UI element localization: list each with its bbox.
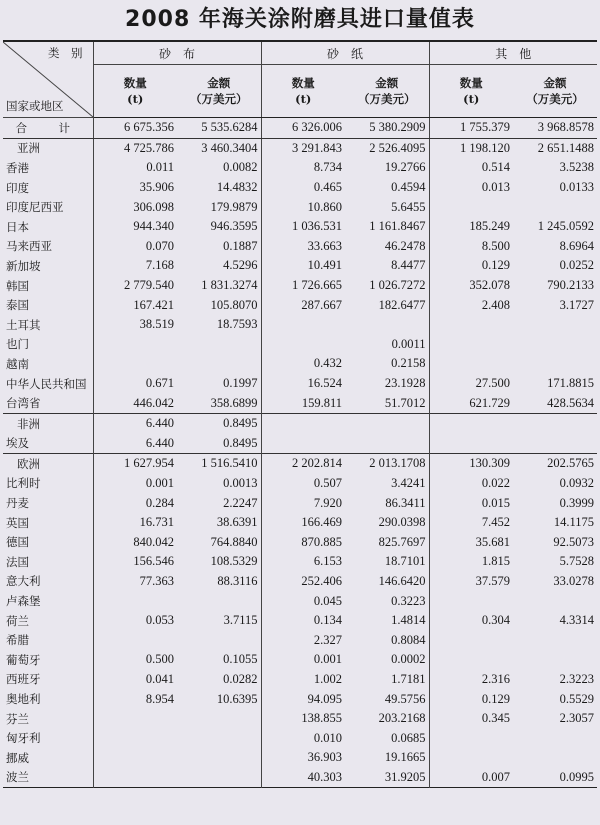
amount-cell: 8.6964 [559,238,595,253]
amount-cell [177,728,261,748]
qty-cell: 0.134 [261,611,345,631]
table-row [3,513,597,533]
table-row [3,591,597,611]
qty-cell: 8.734 [261,158,345,178]
qty-cell: 6.440 [145,435,174,450]
qty-cell: 0.011 [146,160,174,175]
amt-label: 金额 [207,76,231,90]
amount-cell: 0.8495 [177,413,261,433]
amount-cell: 3 460.3404 [201,140,258,155]
col-header-qty [429,65,513,118]
amount-cell: 0.4594 [391,180,426,195]
amount-cell [513,728,597,748]
amount-cell [177,630,261,650]
amount-cell: 0.0685 [391,730,426,745]
row-name: 欧洲 [3,454,93,474]
row-name: 卢森堡 [3,591,93,611]
amount-cell: 203.2168 [378,711,426,726]
table-row [3,295,597,315]
row-name: 亚洲 [3,138,93,158]
row-name: 芬兰 [3,709,93,729]
amount-cell: 4.3314 [559,613,595,628]
table-row [3,158,597,178]
table-row [3,532,597,552]
amount-cell: 0.3999 [559,495,595,510]
category-label: 类 别 [48,46,83,60]
qty-cell: 0.053 [145,613,174,628]
amount-cell: 5.7528 [559,554,595,569]
qty-cell: 0.007 [429,768,513,788]
amt-label: 金额 [375,76,399,90]
qty-cell: 166.469 [261,513,345,533]
row-name: 合 计 [3,118,93,139]
qty-cell: 35.681 [429,532,513,552]
amount-cell: 790.2133 [547,278,595,293]
amount-cell: 14.1175 [553,515,595,530]
table-row [3,393,597,413]
amount-cell: 0.1887 [223,238,258,253]
amount-cell: 105.8070 [210,297,258,312]
amount-cell: 0.0252 [559,258,595,273]
row-name: 法国 [3,552,93,572]
qty-cell [93,591,177,611]
amount-cell: 18.7593 [216,317,258,332]
qty-cell [429,354,513,374]
qty-cell: 306.098 [133,199,174,214]
row-name: 埃及 [3,434,93,454]
qty-cell: 37.579 [429,572,513,592]
amount-cell: 3.1727 [559,297,595,312]
qty-cell [429,413,513,433]
amount-cell [177,335,261,355]
table-row [3,709,597,729]
qty-cell [429,434,513,454]
qty-cell: 16.524 [261,374,345,394]
qty-cell: 0.671 [145,376,174,391]
amount-cell [513,354,597,374]
row-name: 日本 [3,217,93,237]
table-row [3,276,597,296]
amount-cell: 0.2158 [391,356,426,371]
amount-cell: 0.3223 [391,593,426,608]
qty-cell: 0.013 [429,178,513,198]
amount-cell: 92.5073 [553,534,595,549]
amount-cell: 38.6391 [216,515,258,530]
qty-cell: 352.078 [429,276,513,296]
qty-cell [261,335,345,355]
country-label: 国家或地区 [6,99,64,113]
amount-cell: 0.0002 [391,652,426,667]
qty-cell: 8.954 [145,691,174,706]
row-name: 新加坡 [3,256,93,276]
row-name: 泰国 [3,295,93,315]
table-row [3,748,597,768]
table-row [3,689,597,709]
amount-cell: 1.7181 [391,671,426,686]
amount-cell: 1 516.5410 [177,454,261,474]
qty-cell: 0.129 [429,256,513,276]
region-row [3,454,597,474]
qty-cell [93,709,177,729]
qty-unit: (t) [127,92,144,106]
amount-cell [177,354,261,374]
table-row [3,434,597,454]
amount-cell [513,591,597,611]
amount-cell: 0.0932 [559,475,595,490]
row-name: 台湾省 [3,393,93,413]
qty-cell: 77.363 [139,573,174,588]
row-name: 英国 [3,513,93,533]
qty-cell: 94.095 [261,689,345,709]
row-name: 西班牙 [3,670,93,690]
qty-cell: 944.340 [133,219,174,234]
region-row [3,138,597,158]
qty-cell: 6 675.356 [93,118,177,139]
amount-cell: 1 026.7272 [369,278,426,293]
row-name: 也门 [3,335,93,355]
amount-cell: 49.5756 [384,691,426,706]
qty-cell: 2.316 [429,670,513,690]
amount-cell: 19.1665 [384,750,426,765]
amount-cell: 19.2766 [384,160,426,175]
amount-cell: 1 245.0592 [537,219,595,234]
qty-cell: 4 725.786 [124,140,174,155]
qty-cell: 7.920 [261,493,345,513]
qty-cell [93,354,177,374]
table-row [3,728,597,748]
table-row [3,374,597,394]
qty-cell: 167.421 [133,297,174,312]
amount-cell: 428.5634 [547,395,595,410]
qty-cell: 35.906 [139,180,174,195]
table-row [3,237,597,257]
qty-cell: 1 726.665 [261,276,345,296]
qty-cell: 1.815 [429,552,513,572]
qty-cell [429,650,513,670]
amount-cell: 171.8815 [547,376,595,391]
qty-cell [93,335,177,355]
qty-cell: 0.465 [261,178,345,198]
qty-cell: 1.002 [261,670,345,690]
qty-cell: 0.500 [145,652,174,667]
qty-unit: (t) [295,92,312,106]
amount-cell: 33.0278 [553,573,595,588]
qty-cell [93,630,177,650]
table-body [3,118,597,788]
qty-cell: 130.309 [429,454,513,474]
row-name: 希腊 [3,630,93,650]
qty-cell: 0.514 [429,158,513,178]
amount-cell: 202.5765 [513,454,597,474]
amount-cell: 1 161.8467 [369,219,426,234]
amount-cell: 108.5329 [210,554,258,569]
table-row [3,354,597,374]
amount-cell: 764.8840 [210,534,258,549]
amount-cell: 0.8495 [223,435,258,450]
amount-cell [513,650,597,670]
qty-cell: 0.432 [261,354,345,374]
amount-cell: 2.2247 [223,495,258,510]
qty-cell: 0.001 [145,475,174,490]
row-name: 香港 [3,158,93,178]
amount-cell [513,335,597,355]
qty-cell [93,748,177,768]
qty-cell [429,748,513,768]
qty-cell [261,413,345,433]
group-header-cloth: 砂 布 [93,41,261,65]
qty-cell: 2.408 [429,295,513,315]
table-row [3,630,597,650]
qty-cell: 0.284 [145,495,174,510]
row-name: 比利时 [3,474,93,494]
amount-cell: 31.9205 [384,769,426,784]
table-row [3,256,597,276]
col-header-qty [93,65,177,118]
amount-cell: 5 535.6284 [177,118,261,139]
row-name: 挪威 [3,748,93,768]
amount-cell [345,413,429,433]
table-row [3,768,597,788]
qty-cell: 38.519 [139,317,174,332]
qty-cell [429,335,513,355]
table-row [3,217,597,237]
qty-cell: 0.304 [429,611,513,631]
qty-label: 数量 [291,76,315,90]
qty-cell: 2 202.814 [261,454,345,474]
row-name: 荷兰 [3,611,93,631]
amount-cell [513,748,597,768]
table-row [3,650,597,670]
amount-cell: 0.1997 [223,376,258,391]
row-name: 葡萄牙 [3,650,93,670]
amount-cell: 0.0282 [223,671,258,686]
amount-cell: 4.5296 [223,258,258,273]
amt-unit: （万美元） [358,92,416,106]
row-name: 中华人民共和国 [3,374,93,394]
qty-cell [429,591,513,611]
qty-cell: 870.885 [261,532,345,552]
row-name: 意大利 [3,572,93,592]
col-header-amt [345,65,429,118]
amount-cell: 0.1055 [223,652,258,667]
qty-cell: 446.042 [133,395,174,410]
amount-cell [513,630,597,650]
amt-unit: （万美元） [190,92,248,106]
amount-cell [177,709,261,729]
qty-cell [429,728,513,748]
amount-cell: 182.6477 [378,297,426,312]
col-header-qty [261,65,345,118]
qty-cell: 0.001 [261,650,345,670]
amount-cell [513,315,597,335]
amount-cell: 3.7115 [223,613,258,628]
qty-cell: 10.491 [261,256,345,276]
qty-cell: 0.507 [261,474,345,494]
amount-cell: 5.6455 [391,199,426,214]
qty-unit: (t) [463,92,480,106]
qty-cell [261,434,345,454]
amt-label: 金额 [543,76,567,90]
col-header-amt [177,65,261,118]
qty-cell: 36.903 [261,748,345,768]
amount-cell: 358.6899 [210,395,258,410]
amount-cell: 2 013.1708 [345,454,429,474]
amount-cell: 1 831.3274 [201,278,258,293]
amount-cell [177,591,261,611]
table-row [3,178,597,198]
amount-cell: 179.9879 [210,199,258,214]
qty-cell: 0.129 [429,689,513,709]
page-title: 2008 年海关涂附磨具进口量值表 [125,7,475,32]
amt-unit: （万美元） [526,92,584,106]
total-row [3,118,597,139]
amount-cell: 3 968.8578 [513,118,597,139]
amount-cell [177,748,261,768]
amount-cell [513,413,597,433]
qty-cell: 0.070 [145,238,174,253]
amount-cell: 18.7101 [384,554,426,569]
amount-cell: 51.7012 [384,395,426,410]
row-name: 丹麦 [3,493,93,513]
qty-cell: 8.500 [429,237,513,257]
row-name: 韩国 [3,276,93,296]
amount-cell: 88.3116 [217,573,258,588]
qty-cell: 159.811 [261,393,345,413]
qty-cell: 840.042 [133,534,174,549]
qty-cell: 33.663 [261,237,345,257]
qty-label: 数量 [459,76,483,90]
amount-cell: 290.0398 [378,515,426,530]
amount-cell: 5 380.2909 [345,118,429,139]
row-name: 波兰 [3,768,93,788]
row-name: 奥地利 [3,689,93,709]
group-header-paper: 砂 纸 [261,41,429,65]
qty-cell: 40.303 [261,768,345,788]
amount-cell [177,768,261,788]
qty-label: 数量 [123,76,147,90]
qty-cell: 7.168 [145,258,174,273]
group-header-other: 其 他 [429,41,597,65]
qty-cell: 1 198.120 [429,138,513,158]
qty-cell: 138.855 [261,709,345,729]
amount-cell [345,434,429,454]
import-table [3,40,597,788]
amount-cell: 0.0133 [559,180,595,195]
qty-cell: 2.327 [261,630,345,650]
qty-cell: 0.010 [261,728,345,748]
row-name: 匈牙利 [3,728,93,748]
qty-cell [93,768,177,788]
amount-cell: 0.0995 [559,769,595,784]
amount-cell: 14.4832 [216,180,258,195]
qty-cell [429,197,513,217]
qty-cell: 6.440 [93,413,177,433]
amount-cell: 146.6420 [378,573,426,588]
qty-cell: 27.500 [429,374,513,394]
amount-cell: 23.1928 [384,376,426,391]
qty-cell: 6 326.006 [261,118,345,139]
table-row [3,493,597,513]
table-row [3,670,597,690]
qty-cell: 185.249 [429,217,513,237]
amount-cell: 0.0011 [391,336,426,351]
qty-cell [93,728,177,748]
amount-cell [345,315,429,335]
amount-cell: 10.6395 [216,691,258,706]
table-row [3,197,597,217]
amount-cell: 3.5238 [559,160,595,175]
amount-cell: 0.8084 [391,632,426,647]
qty-cell: 156.546 [133,554,174,569]
qty-cell: 0.022 [429,474,513,494]
amount-cell [513,434,597,454]
table-row [3,335,597,355]
amount-cell: 2 651.1488 [537,140,595,155]
row-name: 印度尼西亚 [3,197,93,217]
qty-cell [429,630,513,650]
amount-cell: 2.3057 [559,711,595,726]
row-name: 土耳其 [3,315,93,335]
qty-cell: 287.667 [261,295,345,315]
qty-cell: 16.731 [139,515,174,530]
qty-cell: 1 755.379 [429,118,513,139]
amount-cell [513,197,597,217]
qty-cell: 2 779.540 [124,278,174,293]
amount-cell: 2 526.4095 [369,140,426,155]
row-name: 马来西亚 [3,237,93,257]
row-name: 越南 [3,354,93,374]
qty-cell: 252.406 [261,572,345,592]
table-row [3,611,597,631]
row-name: 非洲 [3,413,93,433]
row-name: 印度 [3,178,93,198]
amount-cell: 46.2478 [384,238,426,253]
qty-cell: 0.041 [145,671,174,686]
amount-cell: 1.4814 [391,613,426,628]
amount-cell: 86.3411 [385,495,426,510]
table-row [3,474,597,494]
qty-cell: 3 291.843 [261,138,345,158]
qty-cell: 621.729 [429,393,513,413]
region-row [3,413,597,433]
qty-cell: 1 036.531 [261,217,345,237]
amount-cell: 3.4241 [391,475,426,490]
table-row [3,315,597,335]
table-row [3,572,597,592]
qty-cell: 0.345 [429,709,513,729]
amount-cell: 2.3223 [559,671,595,686]
col-header-amt [513,65,597,118]
amount-cell: 825.7697 [378,534,426,549]
amount-cell: 0.5529 [559,691,595,706]
amount-cell: 0.0013 [223,475,258,490]
qty-cell: 10.860 [261,197,345,217]
amount-cell: 946.3595 [210,219,258,234]
header-corner [3,41,93,118]
qty-cell: 0.045 [261,591,345,611]
qty-cell: 6.153 [261,552,345,572]
amount-cell: 0.0082 [223,160,258,175]
qty-cell [429,315,513,335]
row-name: 德国 [3,532,93,552]
qty-cell: 0.015 [429,493,513,513]
qty-cell: 1 627.954 [93,454,177,474]
amount-cell: 8.4477 [391,258,426,273]
qty-cell [261,315,345,335]
qty-cell: 7.452 [429,513,513,533]
table-row [3,552,597,572]
